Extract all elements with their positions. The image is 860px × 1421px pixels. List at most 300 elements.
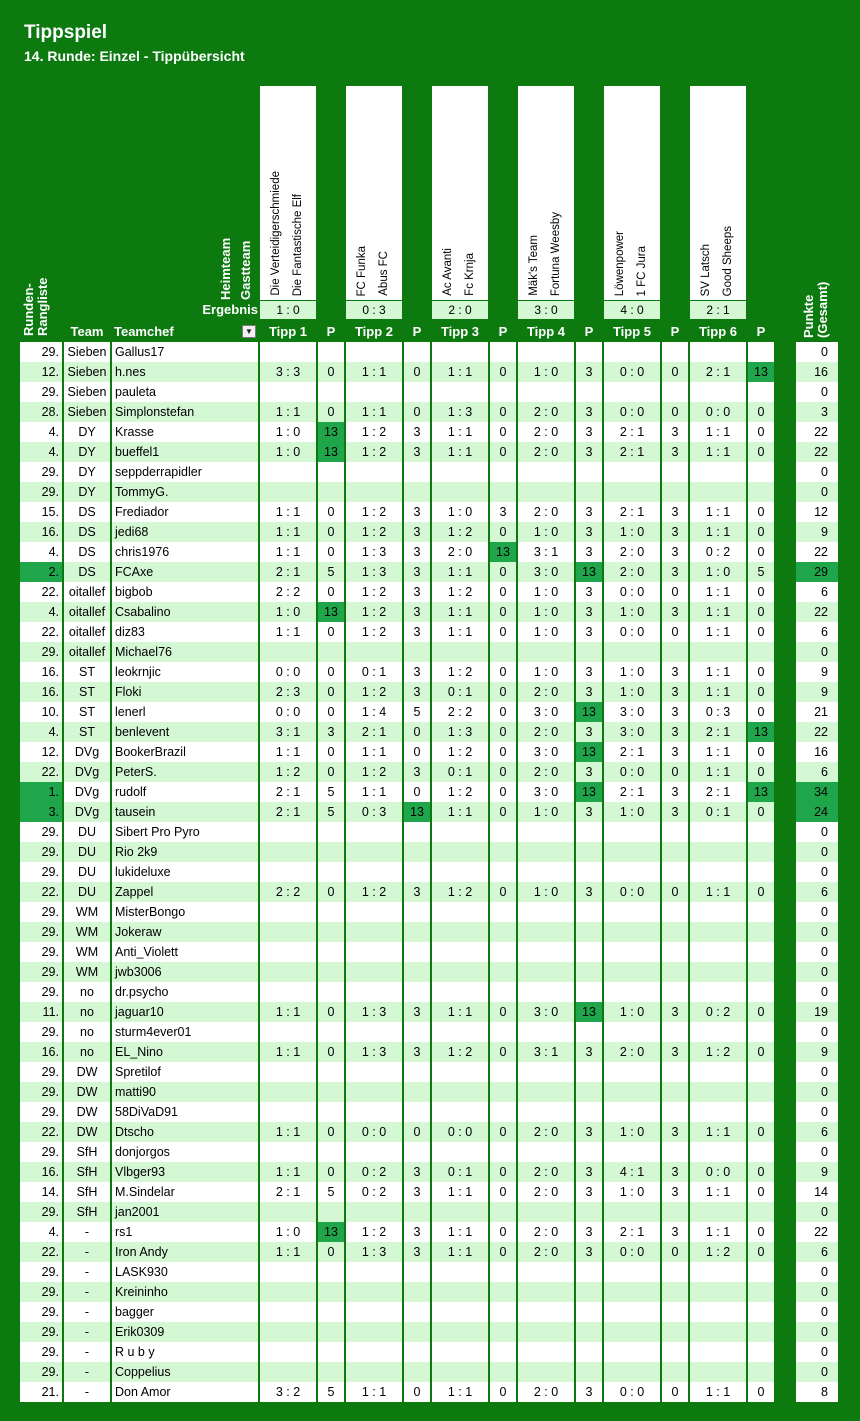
tipp-cell: 1 : 2	[432, 582, 488, 602]
points-cell	[748, 482, 774, 502]
points-cell	[576, 1302, 602, 1322]
points-cell: 0	[748, 882, 774, 902]
points-cell	[490, 822, 516, 842]
rank-cell: 3.	[20, 802, 62, 822]
tipp-cell	[518, 1202, 574, 1222]
points-cell: 3	[404, 502, 430, 522]
tipp-cell	[260, 482, 316, 502]
table-row	[0, 942, 860, 962]
tipp-cell: 1 : 1	[690, 762, 746, 782]
tipp-cell: 1 : 1	[432, 1222, 488, 1242]
table-row	[0, 962, 860, 982]
points-cell: 3	[576, 1222, 602, 1242]
total-points-cell: 6	[796, 882, 838, 902]
total-points-cell: 0	[796, 1302, 838, 1322]
table-row	[0, 482, 860, 502]
home-team-name: Die Verteidigerschmiede	[270, 171, 282, 296]
points-cell: 0	[404, 1122, 430, 1142]
points-cell: 5	[318, 562, 344, 582]
total-points-cell: 0	[796, 382, 838, 402]
tipp-cell: 1 : 1	[260, 542, 316, 562]
tipp-cell	[690, 1202, 746, 1222]
points-cell: 3	[576, 362, 602, 382]
tipp-cell: 1 : 0	[518, 522, 574, 542]
tipp-cell: 1 : 2	[346, 882, 402, 902]
total-points-cell: 0	[796, 982, 838, 1002]
tipp-header-6: Tipp 6	[698, 324, 738, 339]
teamchef-cell: jaguar10	[112, 1002, 258, 1022]
total-points-cell: 16	[796, 362, 838, 382]
away-team-name: Fc Krnja	[464, 253, 476, 296]
tipp-cell	[346, 1342, 402, 1362]
tipp-cell	[432, 482, 488, 502]
teamchef-cell: lukideluxe	[112, 862, 258, 882]
points-cell: 0	[662, 762, 688, 782]
tipp-cell: 0 : 0	[346, 1122, 402, 1142]
points-cell	[318, 862, 344, 882]
tipp-cell	[432, 902, 488, 922]
tipp-header-3: Tipp 3	[440, 324, 480, 339]
tipp-cell: 1 : 1	[260, 622, 316, 642]
total-points-cell: 12	[796, 502, 838, 522]
tipp-cell	[432, 462, 488, 482]
tipp-cell: 0 : 1	[432, 682, 488, 702]
rank-cell: 1.	[20, 782, 62, 802]
tipp-cell	[518, 1362, 574, 1382]
points-cell	[404, 1262, 430, 1282]
points-cell	[748, 462, 774, 482]
tipp-cell	[260, 1082, 316, 1102]
points-cell: 0	[748, 1122, 774, 1142]
teamchef-cell: Simplonstefan	[112, 402, 258, 422]
tipp-cell: 1 : 0	[260, 602, 316, 622]
total-points-cell: 0	[796, 1362, 838, 1382]
tipp-cell: 2 : 1	[604, 1222, 660, 1242]
points-cell	[748, 342, 774, 362]
points-cell: 0	[490, 742, 516, 762]
points-cell	[748, 942, 774, 962]
points-cell	[404, 1202, 430, 1222]
points-cell	[576, 922, 602, 942]
tipp-cell	[518, 1082, 574, 1102]
team-cell: DY	[64, 482, 110, 502]
tipp-cell	[690, 1102, 746, 1122]
points-cell: 0	[318, 742, 344, 762]
points-cell: 0	[490, 1162, 516, 1182]
points-cell	[748, 902, 774, 922]
tipp-cell: 3 : 0	[518, 782, 574, 802]
points-cell	[748, 1302, 774, 1322]
points-cell	[748, 1142, 774, 1162]
points-cell	[404, 1082, 430, 1102]
tipp-cell: 1 : 1	[432, 562, 488, 582]
points-cell: 0	[748, 522, 774, 542]
rank-cell: 11.	[20, 1002, 62, 1022]
tipp-cell	[518, 1102, 574, 1122]
points-cell: 13	[404, 802, 430, 822]
points-cell	[662, 1262, 688, 1282]
tipp-cell	[260, 462, 316, 482]
rank-cell: 22.	[20, 1242, 62, 1262]
tipp-cell	[432, 1082, 488, 1102]
tipp-cell	[346, 1322, 402, 1342]
points-cell	[404, 1342, 430, 1362]
points-cell	[490, 1322, 516, 1342]
tipp-cell	[260, 942, 316, 962]
points-cell	[748, 642, 774, 662]
points-cell	[662, 342, 688, 362]
tipp-cell	[432, 642, 488, 662]
tipp-cell	[346, 942, 402, 962]
points-cell: 0	[404, 1382, 430, 1402]
tipp-cell: 0 : 0	[604, 762, 660, 782]
points-cell: 3	[318, 722, 344, 742]
points-cell	[404, 1022, 430, 1042]
tipp-cell	[346, 1282, 402, 1302]
points-cell: 3	[404, 762, 430, 782]
tipp-cell: 1 : 1	[260, 1122, 316, 1142]
points-cell	[490, 462, 516, 482]
points-cell	[576, 1262, 602, 1282]
tipp-cell	[518, 1342, 574, 1362]
points-cell	[576, 1102, 602, 1122]
teamchef-cell: FCAxe	[112, 562, 258, 582]
tipp-cell: 1 : 2	[346, 422, 402, 442]
points-cell	[318, 1342, 344, 1362]
points-cell: 0	[404, 402, 430, 422]
tipp-cell: 1 : 1	[690, 882, 746, 902]
tipp-cell	[346, 462, 402, 482]
tipp-cell: 1 : 0	[604, 1182, 660, 1202]
tipp-cell: 1 : 1	[432, 1382, 488, 1402]
tipp-cell	[432, 1102, 488, 1122]
tipp-cell: 2 : 1	[260, 1182, 316, 1202]
points-cell	[576, 842, 602, 862]
tipp-cell	[604, 342, 660, 362]
total-points-cell: 0	[796, 822, 838, 842]
tipp-cell: 1 : 1	[432, 622, 488, 642]
team-cell: oitallef	[64, 622, 110, 642]
points-cell: 3	[576, 1382, 602, 1402]
tipp-cell	[260, 1202, 316, 1222]
points-cell	[404, 862, 430, 882]
team-cell: no	[64, 1022, 110, 1042]
tipp-cell	[260, 1262, 316, 1282]
table-row	[0, 1102, 860, 1122]
rank-cell: 29.	[20, 1202, 62, 1222]
points-cell	[318, 1102, 344, 1122]
teamchef-cell: Gallus17	[112, 342, 258, 362]
rank-cell: 29.	[20, 1282, 62, 1302]
tipp-cell: 1 : 1	[690, 682, 746, 702]
points-cell	[576, 822, 602, 842]
points-cell	[404, 1142, 430, 1162]
points-cell: 0	[748, 1382, 774, 1402]
total-points-cell: 9	[796, 1042, 838, 1062]
tipp-cell: 1 : 1	[260, 1042, 316, 1062]
points-cell	[318, 982, 344, 1002]
tipp-cell	[604, 1202, 660, 1222]
tipp-cell	[346, 1202, 402, 1222]
total-points-cell: 6	[796, 622, 838, 642]
team-cell: -	[64, 1382, 110, 1402]
tipp-cell	[518, 982, 574, 1002]
team-cell: WM	[64, 922, 110, 942]
points-cell: 3	[576, 602, 602, 622]
points-cell: 0	[748, 1002, 774, 1022]
rank-cell: 4.	[20, 442, 62, 462]
points-cell	[318, 1362, 344, 1382]
total-points-cell: 0	[796, 922, 838, 942]
points-cell	[748, 1262, 774, 1282]
tipp-cell: 1 : 2	[346, 762, 402, 782]
team-cell: DVg	[64, 762, 110, 782]
tipp-cell	[432, 1142, 488, 1162]
tipp-cell: 1 : 1	[690, 442, 746, 462]
team-cell: DVg	[64, 782, 110, 802]
tipp-cell: 1 : 1	[260, 1162, 316, 1182]
points-cell	[318, 1262, 344, 1282]
points-cell	[490, 1062, 516, 1082]
tipp-cell: 3 : 0	[518, 742, 574, 762]
table-row	[0, 1062, 860, 1082]
rank-cell: 29.	[20, 1102, 62, 1122]
points-cell	[748, 1282, 774, 1302]
teamchef-cell: seppderrapidler	[112, 462, 258, 482]
total-points-cell: 9	[796, 662, 838, 682]
teamchef-cell: Zappel	[112, 882, 258, 902]
tipp-cell: 1 : 1	[432, 802, 488, 822]
rank-cell: 16.	[20, 682, 62, 702]
points-cell: 0	[748, 602, 774, 622]
points-cell	[318, 482, 344, 502]
tipp-cell	[604, 462, 660, 482]
points-cell	[662, 822, 688, 842]
tipp-cell	[260, 642, 316, 662]
points-cell: 0	[318, 682, 344, 702]
away-team-name: Abus FC	[378, 251, 390, 296]
team-cell: Sieben	[64, 382, 110, 402]
team-cell: WM	[64, 942, 110, 962]
points-cell	[576, 382, 602, 402]
tipp-cell	[604, 1142, 660, 1162]
points-cell: 0	[748, 442, 774, 462]
away-team-name: Good Sheeps	[722, 225, 734, 296]
teamchef-cell: MisterBongo	[112, 902, 258, 922]
tipp-cell: 0 : 0	[604, 1242, 660, 1262]
points-cell	[576, 942, 602, 962]
team-cell: DU	[64, 842, 110, 862]
tipp-cell	[604, 1342, 660, 1362]
tipp-cell	[260, 1022, 316, 1042]
points-cell: 0	[490, 702, 516, 722]
tipp-cell	[432, 962, 488, 982]
match-header-4	[518, 86, 574, 300]
points-cell: 0	[748, 542, 774, 562]
tipp-cell: 1 : 0	[518, 662, 574, 682]
points-cell	[576, 1342, 602, 1362]
tipp-cell: 0 : 3	[346, 802, 402, 822]
tipp-cell	[518, 462, 574, 482]
rank-cell: 29.	[20, 1322, 62, 1342]
points-cell: 13	[748, 362, 774, 382]
points-cell: 3	[404, 522, 430, 542]
teamchef-cell: Jokeraw	[112, 922, 258, 942]
tipp-cell: 1 : 3	[346, 1042, 402, 1062]
tipp-cell: 1 : 2	[432, 662, 488, 682]
points-cell: 0	[748, 662, 774, 682]
team-cell: DY	[64, 462, 110, 482]
tipp-cell: 1 : 1	[690, 1222, 746, 1242]
tipp-cell	[604, 822, 660, 842]
tipp-cell: 0 : 2	[690, 1002, 746, 1022]
rank-cell: 28.	[20, 402, 62, 422]
points-cell	[490, 1142, 516, 1162]
away-team-name: Fortuna Weesby	[550, 211, 562, 296]
points-cell: 0	[662, 882, 688, 902]
points-cell: 3	[404, 442, 430, 462]
rank-cell: 4.	[20, 602, 62, 622]
tipp-cell: 1 : 2	[690, 1042, 746, 1062]
points-cell: 3	[404, 662, 430, 682]
points-cell: 3	[404, 1002, 430, 1022]
points-cell: 0	[748, 762, 774, 782]
points-cell	[662, 1362, 688, 1382]
tipp-cell: 0 : 2	[346, 1182, 402, 1202]
tipp-cell	[346, 1302, 402, 1322]
tipp-cell: 2 : 1	[260, 562, 316, 582]
points-cell: 3	[576, 802, 602, 822]
tipp-cell: 1 : 3	[432, 722, 488, 742]
points-cell	[576, 982, 602, 1002]
teamchef-cell: rs1	[112, 1222, 258, 1242]
points-header-3: P	[498, 324, 508, 339]
table-row	[0, 742, 860, 762]
total-points-cell: 0	[796, 482, 838, 502]
tipp-cell	[346, 642, 402, 662]
points-cell	[490, 982, 516, 1002]
tipp-cell	[346, 1142, 402, 1162]
tipp-cell	[604, 482, 660, 502]
table-row	[0, 642, 860, 662]
teamchef-filter-button[interactable]: ▼	[242, 325, 256, 338]
team-cell: DY	[64, 422, 110, 442]
points-cell: 3	[576, 622, 602, 642]
total-points-cell: 6	[796, 582, 838, 602]
points-cell: 0	[748, 702, 774, 722]
tipp-cell	[604, 902, 660, 922]
points-cell	[748, 1062, 774, 1082]
team-cell: oitallef	[64, 582, 110, 602]
tipp-cell: 1 : 1	[260, 742, 316, 762]
teamchef-cell: jwb3006	[112, 962, 258, 982]
tipp-cell	[690, 1342, 746, 1362]
points-cell	[318, 842, 344, 862]
points-cell	[490, 342, 516, 362]
points-cell	[404, 982, 430, 1002]
tipp-cell: 1 : 3	[346, 542, 402, 562]
points-cell	[404, 462, 430, 482]
tipp-cell	[432, 1342, 488, 1362]
points-header-5: P	[670, 324, 680, 339]
tipp-cell: 2 : 0	[518, 502, 574, 522]
points-cell: 3	[662, 542, 688, 562]
rank-cell: 29.	[20, 902, 62, 922]
rank-cell: 22.	[20, 762, 62, 782]
tipp-cell: 2 : 0	[518, 762, 574, 782]
points-cell	[490, 1262, 516, 1282]
points-cell	[576, 962, 602, 982]
table-row	[0, 1082, 860, 1102]
points-cell: 3	[576, 1042, 602, 1062]
total-points-cell: 0	[796, 1322, 838, 1342]
points-cell: 0	[318, 582, 344, 602]
tipp-cell	[518, 1022, 574, 1042]
points-cell: 0	[490, 1182, 516, 1202]
tipp-cell	[518, 942, 574, 962]
table-row	[0, 1222, 860, 1242]
tipp-cell: 2 : 0	[604, 542, 660, 562]
tipp-cell	[346, 862, 402, 882]
total-points-cell: 6	[796, 1242, 838, 1262]
teamchef-cell: sturm4ever01	[112, 1022, 258, 1042]
points-cell: 3	[404, 1162, 430, 1182]
points-cell: 5	[318, 1182, 344, 1202]
tipp-cell: 1 : 2	[432, 782, 488, 802]
tipp-cell: 0 : 2	[690, 542, 746, 562]
tipp-cell	[432, 342, 488, 362]
tipp-cell: 3 : 1	[518, 542, 574, 562]
points-cell: 3	[404, 622, 430, 642]
team-cell: ST	[64, 682, 110, 702]
points-cell: 5	[318, 1382, 344, 1402]
points-cell: 3	[662, 1162, 688, 1182]
total-points-cell: 22	[796, 542, 838, 562]
points-cell	[748, 1202, 774, 1222]
tipp-cell: 1 : 3	[346, 562, 402, 582]
points-cell	[662, 982, 688, 1002]
tipp-cell: 2 : 0	[432, 542, 488, 562]
total-points-cell: 0	[796, 462, 838, 482]
home-team-name: SV Latsch	[700, 243, 712, 296]
points-cell	[490, 1102, 516, 1122]
tipp-cell	[260, 1322, 316, 1342]
table-row	[0, 1202, 860, 1222]
team-cell: oitallef	[64, 642, 110, 662]
tipp-cell: 1 : 0	[690, 562, 746, 582]
points-cell	[748, 1082, 774, 1102]
points-cell: 0	[318, 522, 344, 542]
points-cell	[576, 462, 602, 482]
tipp-cell: 0 : 0	[260, 662, 316, 682]
tipp-cell: 0 : 0	[604, 582, 660, 602]
points-cell: 0	[490, 662, 516, 682]
team-cell: DS	[64, 502, 110, 522]
total-points-cell: 0	[796, 962, 838, 982]
tipp-cell	[346, 842, 402, 862]
points-cell: 0	[748, 802, 774, 822]
tipp-cell	[260, 1062, 316, 1082]
rank-cell: 29.	[20, 1342, 62, 1362]
tipp-cell	[260, 1302, 316, 1322]
table-row	[0, 682, 860, 702]
tipp-cell	[260, 1282, 316, 1302]
teamchef-cell: bigbob	[112, 582, 258, 602]
points-cell	[404, 1282, 430, 1302]
rangliste-header: Runden-Rangliste	[21, 277, 50, 336]
points-cell: 3	[662, 742, 688, 762]
points-cell	[748, 922, 774, 942]
